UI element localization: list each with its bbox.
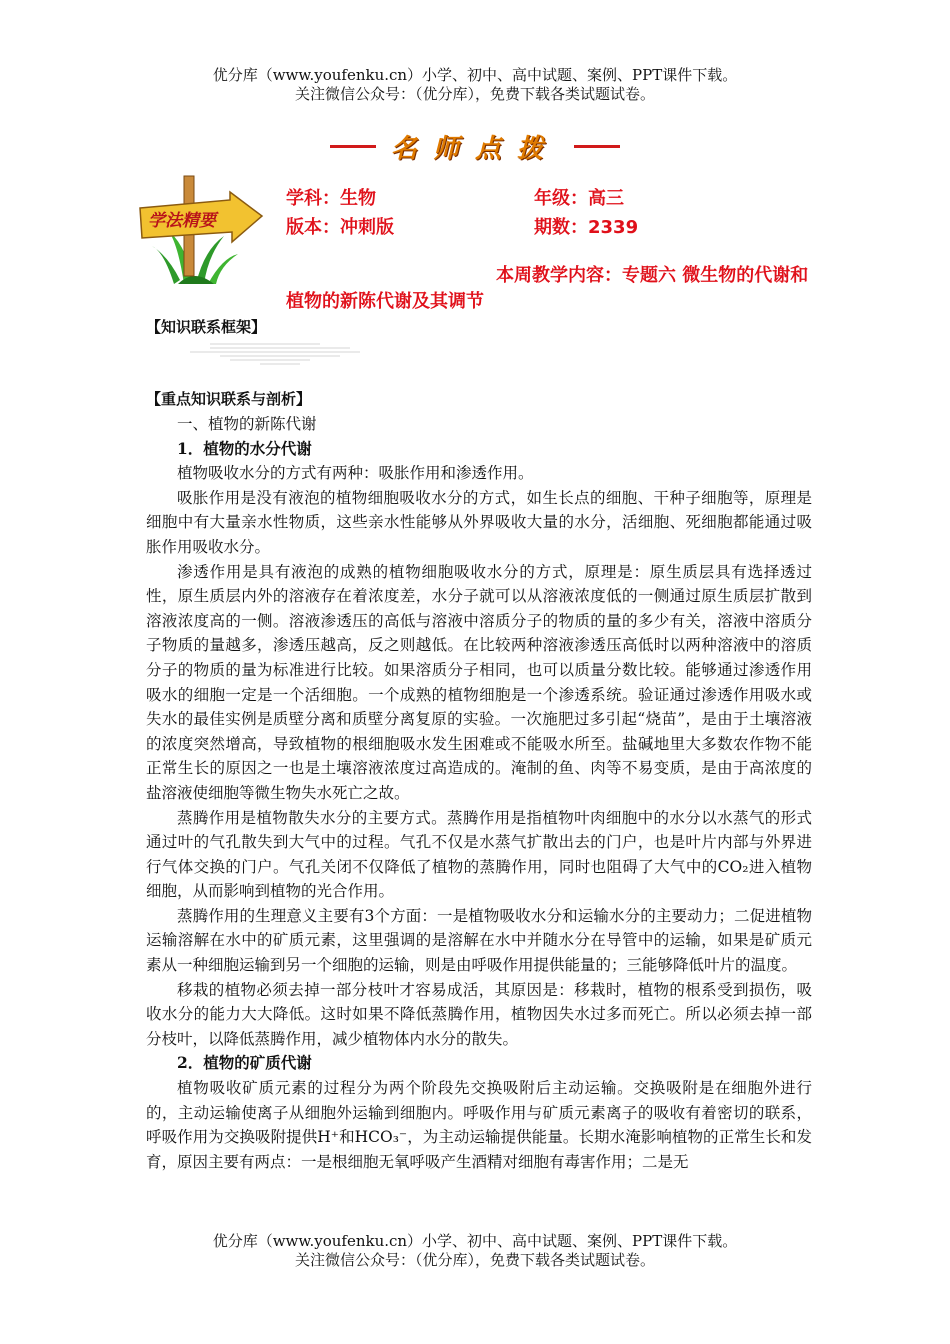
heading-mineral-metabolism: 2．植物的矿质代谢 [177, 1053, 312, 1073]
meta-issue: 期数：2339 [534, 217, 639, 238]
article-body [146, 412, 812, 1174]
paragraph: 植物吸收矿质元素的过程分为两个阶段先交换吸附后主动运输。交换吸附是在细胞外进行的，主动运输使离子从细胞外运输到细胞内。呼吸作用与矿质元素离子的吸收有着密切的联系，呼吸作用为交换吸附提供H⁺和HCO₃⁻，为主动运输提供能量。长期水淹影响植物的正常生长和发育，原因主要有两点：一是根细胞无氧呼吸产生酒精对细胞有毒害作用；二是无 [146, 1079, 812, 1171]
weekly-content: 本周教学内容：专题六 微生物的代谢和植物的新陈代谢及其调节 [286, 265, 809, 312]
banner-right-rule [574, 145, 620, 148]
section-framework: 【知识联系框架】 [146, 318, 267, 336]
banner-left-rule [330, 145, 376, 148]
meta-subject: 学科：生物 [286, 188, 376, 209]
grass-icon [152, 230, 238, 284]
framework-diagram [150, 340, 365, 368]
header-line-1: 优分库（www.youfenku.cn）小学、初中、高中试题、案例、PPT课件下载。 [212, 66, 738, 84]
heading-water-metabolism: 1．植物的水分代谢 [177, 438, 312, 458]
paragraph: 渗透作用是具有液泡的成熟的植物细胞吸收水分的方式，原理是：原生质层具有选择透过性，原生质层内外的溶液存在着浓度差，水分子就可以从溶液浓度低的一侧通过原生质层扩散到溶液浓度高的一侧。溶液渗透压的高低与溶液中溶质分子的物质的量的多少有关，溶液中溶质分子物质的量越多，渗透压越高，反之则越低。在比较两种溶液渗透压高低时以两种溶液中的溶质分子的物质的量为标准进行比较。如果溶质分子相同，也可以质量分数比较。能够通过渗透作用吸水的细胞一定是一个活细胞。一个成熟的植物细胞是一个渗透系统。验证通过渗透作用吸水或失水的最佳实例是质壁分离和质壁分离复原的实验。一次施肥过多引起“烧苗”，是由于土壤溶液的浓度突然增高，导致植物的根细胞吸水发生困难或不能吸水所至。盐碱地里大多数农作物不能正常生长的原因之一也是土壤溶液浓度过高造成的。淹制的鱼、肉等不易变质，是由于高浓度的盐溶液使细胞等微生物失水死亡之故。 [146, 562, 812, 802]
paragraph: 蒸腾作用是植物散失水分的主要方式。蒸腾作用是指植物叶肉细胞中的水分以水蒸气的形式通过叶的气孔散失到大气中的过程。气孔不仅是水蒸气扩散出去的门户，也是叶片内部与外界进行气体交换的门户。气孔关闭不仅降低了植物的蒸腾作用，同时也阻碍了大气中的CO₂进入植物细胞，从而影响到植物的光合作用。 [146, 808, 812, 901]
meta-grade: 年级：高三 [534, 188, 624, 209]
paragraph: 植物吸收水分的方式有两种：吸胀作用和渗透作用。 [177, 464, 534, 483]
footer-line-2: 关注微信公众号：（优分库），免费下载各类试题试卷。 [294, 1251, 655, 1269]
banner [0, 128, 950, 165]
heading-chapter: 一、植物的新陈代谢 [177, 415, 317, 433]
banner-title: 名师点拨 [390, 134, 559, 164]
paragraph: 移栽的植物必须去掉一部分枝叶才容易成活，其原因是：移栽时，植物的根系受到损伤，吸收水分的能力大大降低。这时如果不降低蒸腾作用，植物因失水过多而死亡。所以必须去掉一部分枝叶，以降低蒸腾作用，减少植物体内水分的散失。 [146, 980, 812, 1048]
sign-text: 学法精要 [148, 211, 216, 231]
paragraph: 蒸腾作用的生理意义主要有3个方面：一是植物吸收水分和运输水分的主要动力；二促进植物运输溶解在水中的矿质元素，这里强调的是溶解在水中并随水分在导管中的运输，如果是矿质元素从一种细胞运输到另一个细胞的运输，则是由呼吸作用提供能量的；三能够降低叶片的温度。 [146, 906, 812, 975]
paragraph: 吸胀作用是没有液泡的植物细胞吸收水分的方式，如生长点的细胞、干种子细胞等，原理是细胞中有大量亲水性物质，这些亲水性能够从外界吸收大量的水分，活细胞、死细胞都能通过吸胀作用吸收水分。 [146, 488, 812, 556]
meta-edition: 版本：冲刺版 [286, 217, 394, 238]
signpost-logo [134, 172, 266, 288]
header-line-2: 关注微信公众号：（优分库），免费下载各类试题试卷。 [294, 85, 655, 103]
section-key-knowledge: 【重点知识联系与剖析】 [146, 390, 312, 408]
footer-line-1: 优分库（www.youfenku.cn）小学、初中、高中试题、案例、PPT课件下载。 [212, 1232, 738, 1250]
